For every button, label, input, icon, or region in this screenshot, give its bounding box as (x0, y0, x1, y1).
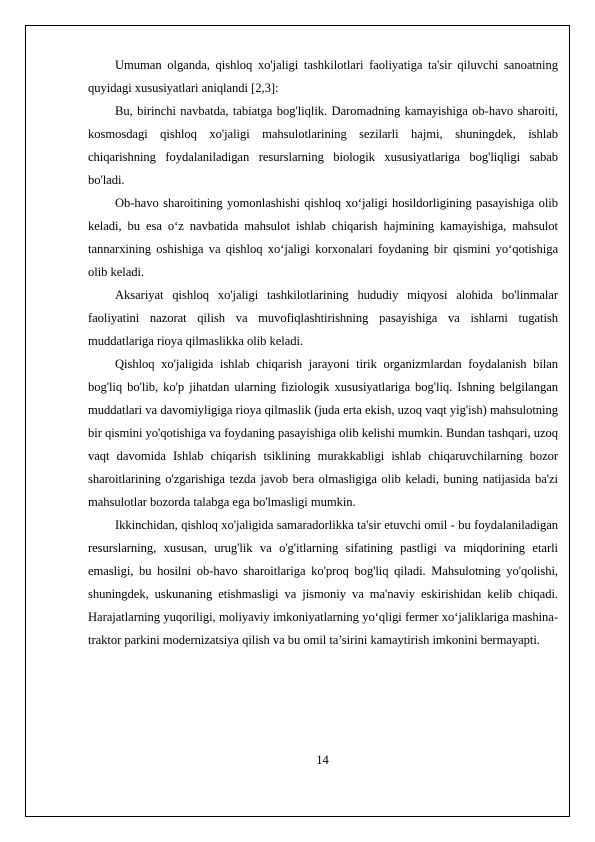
paragraph-weather: Ob-havo sharoitining yomonlashishi qishloq xo‘jaligi hosildorligining pasayishiga olib keladi, bu esa o‘z navbatida mahsulot ishlab chiqarish hajmining kamayishiga, mahsulot tannarxining oshishiga va qishloq xo‘jaligi korxonalari foydaning bir qismini yo‘qotishiga olib keladi. (88, 196, 558, 279)
page-number: 14 (316, 753, 329, 767)
document-body (88, 54, 558, 652)
paragraph-nature-dependency: Bu, birinchi navbatda, tabiatga bog'liqlik. Daromadning kamayishiga ob-havo sharoiti, kosmosdagi qishloq xo'jaligi mahsulotlarining sezilarli hajmi, shuningdek, ishlab chiqarishning foydalaniladigan resurslarning biologik xususiyatlariga bog'liqligi sabab bo'ladi. (88, 104, 558, 187)
paragraph-intro: Umuman olganda, qishloq xo'jaligi tashkilotlari faoliyatiga ta'sir qiluvchi sanoatning quyidagi xususiyatlari aniqlandi [2,3]: (88, 58, 558, 95)
paragraph-living-organisms: Qishloq xo'jaligida ishlab chiqarish jarayoni tirik organizmlardan foydalanish bilan bog'liq bo'lib, ko'p jihatdan ularning fiziologik xususiyatlariga bog'liq. Ishning belgilangan muddatlari va davomiyligiga rioya qilmaslik (juda erta ekish, uzoq vaqt yig'ish) mahsulotning bir qismini yo'qotishiga va foydaning pasayishiga olib kelishi mumkin. Bundan tashqari, uzoq vaqt davomida Ishlab chiqarish tsiklining murakkabligi ishlab chiqaruvchilarning bozor sharoitlarining o'zgarishiga tezda javob bera olmasligiga olib keladi, buning natijasida ba'zi mahsulotlar bozorda talabga ega bo'lmasligi mumkin. (88, 357, 558, 509)
paragraph-resources-quality: Ikkinchidan, qishloq xo'jaligida samaradorlikka ta'sir etuvchi omil - bu foydalaniladigan resurslarning, xususan, urug'lik va o'g'itlarning sifatining pastligi va miqdorining etarli emasligi, bu hosilni ob-havo sharoitlariga ko'proq bog'liq qiladi. Mahsulotning yo'qolishi, shuningdek, uskunaning etishmasligi va jismoniy va ma'naviy eskirishidan kelib chiqadi. Harajatlarning yuqoriligi, moliyaviy imkoniyatlarning yo‘qligi fermer xo‘jaliklariga mashina-traktor parkini modernizatsiya qilish va bu omil ta’sirini kamaytirish imkonini bermayapti. (88, 518, 558, 647)
paragraph-territorial-scale: Aksariyat qishloq xo'jaligi tashkilotlarining hududiy miqyosi alohida bo'linmalar faoliyatini nazorat qilish va muvofiqlashtirishning pasayishiga va ishlarni tugatish muddatlariga rioya qilmaslikka olib keladi. (88, 288, 558, 348)
